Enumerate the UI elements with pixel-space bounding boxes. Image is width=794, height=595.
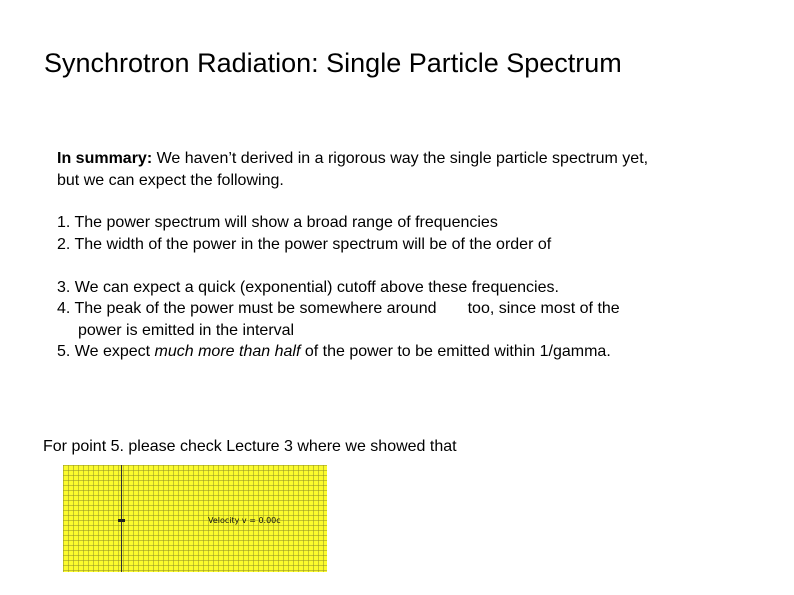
point-5-suffix: of the power to be emitted within 1/gamma. <box>300 343 611 360</box>
point-1: 1. The power spectrum will show a broad range of frequencies <box>57 214 498 231</box>
velocity-applet[interactable] <box>63 465 327 572</box>
velocity-readout: Velocity v = 0.00c <box>208 516 281 525</box>
point-5-prefix: 5. We expect <box>57 343 155 360</box>
point-4-continued: power is emitted in the interval <box>78 321 295 339</box>
particle-marker <box>118 519 125 522</box>
slide-title: Synchrotron Radiation: Single Particle Spectrum <box>44 48 622 78</box>
summary-line-1 <box>57 148 648 170</box>
point-2: 2. The width of the power in the power spectrum will be of the order of <box>57 235 552 253</box>
lecture-note: For point 5. please check Lecture 3 where we showed that <box>43 438 457 455</box>
summary-label: In summary: <box>57 150 153 167</box>
point-3: 3. We can expect a quick (exponential) cutoff above these frequencies. <box>57 278 559 296</box>
point-5 <box>57 341 620 363</box>
points-list <box>57 212 620 363</box>
summary-text-2: but we can expect the following. <box>57 171 284 189</box>
point-4: 4. The peak of the power must be somewhere around too, since most of the <box>57 300 620 317</box>
formula-gap <box>57 255 620 277</box>
summary-paragraph <box>57 148 648 191</box>
summary-text-1: We haven’t derived in a rigorous way the single particle spectrum yet, <box>152 150 649 167</box>
point-5-emphasis: much more than half <box>154 343 301 360</box>
